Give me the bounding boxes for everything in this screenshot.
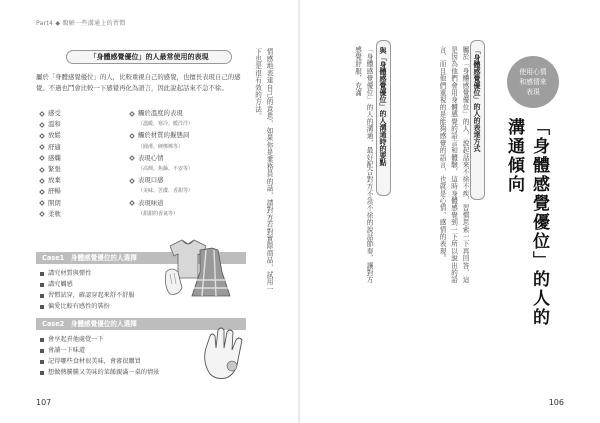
body-text-expression: 屬於「身體感覺優位」的人，說起話來不徐不疾，習慣思索一下再回答，這是因為他們會用身體感覺的語言和體驗，這時身體感覺到一下所以說出的語言，而且他們重視的是能夠感覺的語言，也就是心情、感情的表現。	[438, 46, 469, 284]
clothing-illustration	[160, 232, 244, 308]
square-bullet-icon	[40, 371, 44, 375]
vocab-term: 開朗	[48, 198, 61, 207]
vocab-term: 感受	[48, 109, 61, 117]
vocab-term: 表現心情	[138, 153, 164, 162]
square-bullet-icon	[40, 349, 44, 353]
diamond-bullet-icon	[39, 111, 45, 117]
section-title: 「身體感覺優位」的人最常使用的表現	[66, 50, 232, 64]
vocab-row	[40, 153, 220, 164]
diamond-bullet-icon	[129, 178, 135, 184]
vocab-note: （美味、苦澀、香甜等）	[138, 188, 194, 195]
list-item: 習慣試穿，確認穿起來舒不舒服	[40, 290, 180, 301]
diamond-bullet-icon	[129, 156, 135, 162]
square-bullet-icon	[40, 294, 44, 298]
vocab-list	[40, 108, 220, 220]
list-item: 想做熱騰騰又美味的菜餚親滿一桌的情景	[40, 367, 180, 378]
hand-illustration	[196, 322, 250, 382]
diamond-bullet-icon	[129, 200, 135, 206]
vocab-term: 緊張	[48, 164, 61, 173]
diamond-bullet-icon	[39, 178, 45, 184]
case2-list	[40, 334, 180, 378]
vocab-row	[40, 142, 220, 153]
diamond-bullet-icon	[129, 111, 135, 117]
vocab-term: 舒適	[48, 142, 61, 151]
vocab-term: 舒暢	[48, 187, 61, 196]
vocab-note: （高興、焦躁、不安等）	[138, 165, 194, 172]
diamond-bullet-icon	[39, 156, 45, 162]
vocab-term: 柔軟	[48, 209, 61, 218]
body-text-tips: 「身體感覺優位」的人的溝通，最好配合對方不急不徐的說話節奏，讓對方感覺舒服，充滿	[353, 46, 373, 284]
vocab-row	[40, 119, 220, 130]
list-item: 記得哪些食材很美味，會審很購買	[40, 356, 180, 367]
diamond-bullet-icon	[129, 133, 135, 139]
list-item: 偏愛比較有感性的裝扮	[40, 301, 180, 312]
diamond-bullet-icon	[39, 133, 45, 139]
vocab-term: 感爛	[48, 153, 61, 162]
list-item: 講究觸感	[40, 279, 180, 290]
diamond-bullet-icon	[39, 189, 45, 195]
square-bullet-icon	[40, 283, 44, 287]
running-head: Part4 ◆ 瞭解一些溝通上的習慣	[36, 20, 126, 27]
vocab-row	[40, 186, 220, 197]
page-number: 106	[548, 398, 564, 407]
vocab-term: 放棄	[48, 176, 61, 185]
square-bullet-icon	[40, 305, 44, 309]
vocab-row	[40, 209, 220, 220]
page-number: 107	[36, 398, 52, 407]
vertical-body-text: 情感地表達自己的意思，如果你是業務員的話，請對方若對實際商品，試用一下也是很有效的方法。	[253, 48, 273, 293]
chapter-title: 「身體感覺優位」的人的溝通傾向	[504, 118, 549, 327]
vocab-note: （甜甜的香氣等）	[138, 210, 179, 217]
vocab-row	[40, 175, 220, 186]
square-bullet-icon	[40, 338, 44, 342]
list-item: 講究材質與彈性	[40, 268, 180, 279]
vocab-term: 觸於溫度的表現	[138, 109, 183, 117]
subheading-expression: 「身體感覺優位」的人的表達方式	[470, 40, 485, 200]
vocab-term: 放鬆	[48, 131, 61, 140]
vocab-row	[40, 108, 220, 119]
diamond-bullet-icon	[39, 167, 45, 173]
topic-badge: 使用心情 和感情來 表現	[507, 56, 559, 108]
vocab-term: 表現味道	[138, 198, 164, 207]
case1-list	[40, 268, 180, 312]
vocab-note: （溫暖、寒冷、暖洋洋）	[138, 121, 194, 128]
vocab-row	[40, 164, 220, 175]
list-item: 會讀一下味道	[40, 345, 180, 356]
diamond-bullet-icon	[39, 200, 45, 206]
square-bullet-icon	[40, 360, 44, 364]
vocab-note: （圓滑、硬梆梆等）	[138, 143, 184, 150]
subheading-tips: 與「身體感覺優位」的人溝通時的要點	[376, 40, 391, 196]
vocab-row	[40, 130, 220, 141]
list-item: 會享起責他處覺一下	[40, 334, 180, 345]
diamond-bullet-icon	[39, 144, 45, 150]
vocab-row	[40, 198, 220, 209]
vocab-term: 觸於材質的擬態詞	[138, 131, 190, 140]
vocab-term: 表現口感	[138, 176, 164, 185]
square-bullet-icon	[40, 272, 44, 276]
intro-paragraph: 屬於「身體感覺優位」的人，比較重視自己的感覺，也擅長表現自己的感覺。不過也鬥會比較一下感覺再化為語言，因此說起話來不急不徐。	[36, 73, 241, 92]
case2-header: Case2 身體感覺優位的人選擇	[36, 318, 246, 330]
diamond-bullet-icon	[39, 122, 45, 128]
diamond-bullet-icon	[39, 211, 45, 217]
case1-header: Case1 身體感覺優位的人選擇	[36, 252, 246, 264]
vocab-term: 溫和	[48, 120, 61, 129]
